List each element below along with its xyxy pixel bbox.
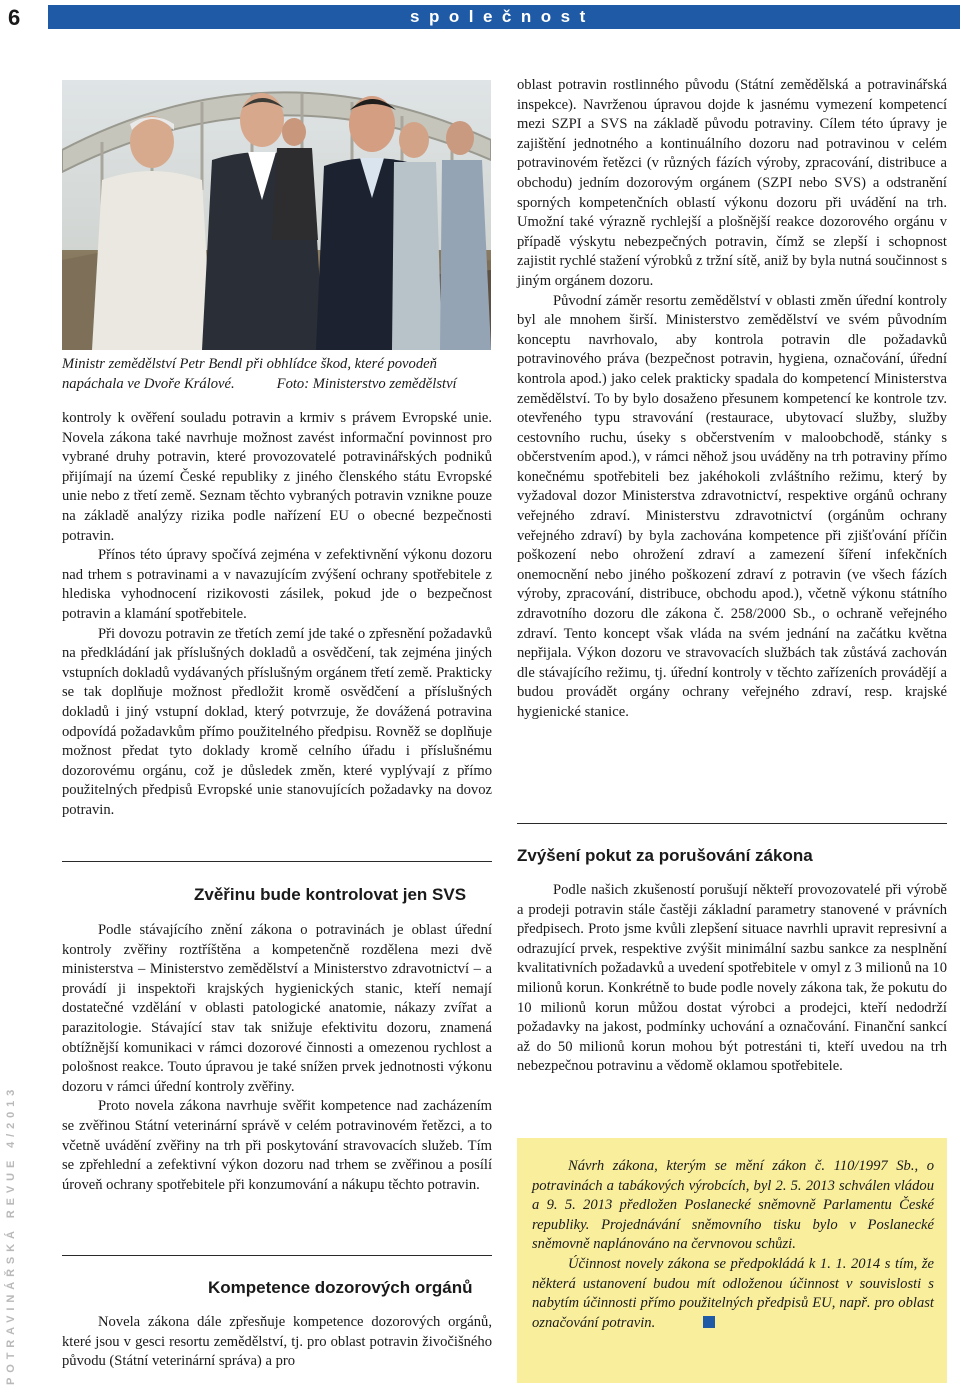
- penalties-section-text: [517, 881, 947, 1077]
- paragraph: Podle našich zkušeností porušují někteří provozovatelé při výrobě a prodeji potravin stále častěji základní parametry stanovené v právních předpisech. Proto jsme kvůli zlepšení situace navrhli upravit represivní a odrazující prvek, respektive zvýšit minimální sazbu sankce za nesplnění kvalitativních požadavků a uvedení spotřebitele v omyl z 3 milionů na 10 milionů korun. Konkrétně to bude podle novely zákona tak, že pokutu do 10 milionů korun můžou dostat výrobci a prodejci, kteří nedodrží požadavky na jakost, podmínky uchování a označování. Finanční sankcí až do 50 milionů korun mohou být potrestáni ti, kteří uvedou na trh nebezpečnou potravinu a vědomě oklamou spotřebitele.: [517, 882, 947, 1075]
- side-magazine-label: POTRAVINÁŘSKÁ REVUE 4/2013: [5, 1084, 17, 1385]
- page-number: 6: [8, 5, 21, 30]
- paragraph: Proto novela zákona navrhuje svěřit kompetence nad zacházením se zvěřinou Státní veterinární správě v celém potravinovém řetězci, a to včetně uvádění zvěřiny na trh při poskytování stravovacích služeb. Tím se zpřehlední a zefektivní výkon dozoru nad trhem se zvěřinou a posílí úroveň ochrany spotřebitele při konzumování a nákupu těchto potravin.: [62, 1098, 492, 1193]
- paragraph: Původní záměr resortu zemědělství v oblasti změn úřední kontroly byl ale mnohem širší. Ministerstvo zemědělství ve svém původním konceptu navrhovalo, aby kontrola potravin dle požadavků potravinového práva (bezpečnost potravin, hygiena, označování, úřední kontrola apod.) jako celek prakticky spadala do kompetencí Ministerstva zemědělství. To by bylo dosaženo přesunem kompetencí ke kontrole tzv. otevřeného typu stravování (restaurace, ubytovací služby, služby cestovního ruchu, úseky s občerstvením v maloobchodě, stánky s občerstvením apod.), v rámci něhož jsou uváděny na trh potraviny přímo konečnému spotřebiteli bez jakéhokoli zvláštního režimu, který by vyžadoval dozor Ministerstva zdravotnictví, respektive orgánů ochrany veřejného zdraví. Ministerstvu zdravotnictví (orgánům ochrany veřejného zdraví) by byla zachována kompetence při zjišťování příčin poškození nebo ohrožení zdraví a zamezení šíření infekčních onemocnění nebo jiného poškození zdraví z potravin (ve všech fázích výroby, zpracování, distribuce, obchodu apod.), včetně výkonu státního zdravotního dozoru dle zákona č. 258/2000 Sb., o ochraně veřejného zdraví. Tento koncept však vláda na svém jednání na začátku května nepřijala. Výkon dozoru ve stravovacích službách tak zůstává zachován dle stávajícího režimu, tj. úřední kontroly v těchto zařízeních provádějí a budou provádět orgány ochrany veřejného zdraví, resp. krajské hygienické stanice.: [517, 292, 947, 720]
- section-heading-venison: Zvěřinu bude kontrolovat jen SVS: [194, 885, 467, 904]
- news-photo: [62, 80, 491, 350]
- left-column-text: [62, 409, 492, 820]
- competence-section-text: [62, 1313, 492, 1372]
- paragraph: oblast potravin rostlinného původu (Státní zemědělská a potravinářská inspekce). Navrženou úpravou dojde k jasnému vymezení kompetencí mezi SZPI a SVS na základě původu potraviny. Cílem této úpravy je zajištění jednotného a kontinuálního dozoru nad potravinou v celém potravinovém řetězci (v různých fázích výroby, zpracování, distribuce a obchodu) jedním dozorovým orgánem (SZPI nebo SVS) a odstranění sporných kompetenčních oblastí výkonu dozoru při uvádění na trh. Umožní také výrazně rychlejší a plošnější reakce dozorového orgánu v případě výskytu nebezpečných potravin, čímž se zlepší i schopnost zajistit rychlé stažení výrobků z tržní sítě, aniž by byla nutná součinnost s jiným orgánem dozoru.: [517, 77, 948, 289]
- paragraph-text: Účinnost novely zákona se předpokládá k 1. 1. 2014 s tím, že některá ustanovení budou mít odloženou účinnost v souvislosti s nabytím účinnosti přímo použitelných předpisů EU, např. pro oblast označování potravin.: [532, 1255, 934, 1331]
- paragraph: [532, 1255, 934, 1333]
- paragraph: Při dovozu potravin ze třetích zemí jde také o zpřesnění požadavků na předkládání jak příslušných dokladů a osvědčení, tak zejména jiných vstupních dokladů vydávaných příslušným orgánem třetí země. Prakticky se tak doplňuje možnost předložit kromě osvědčení a příslušných dokladů i jiný vstupní doklad, který potvrzuje, že dovážená potravina odpovídá požadavkům přímo použitelného předpisu. Rovněž se doplňuje možnost předat tyto doklady kromě celního úřadu i příslušnému dozorovému orgánu, což je důsledek změn, které vyplývají z přímo použitelných předpisů Evropské unie stanovujících požadavky na dovoz potravin.: [62, 625, 492, 818]
- section-heading-penalties: Zvýšení pokut za porušování zákona: [517, 846, 813, 865]
- paragraph: kontroly k ověření souladu potravin a krmiv s právem Evropské unie. Novela zákona také navrhuje možnost zavést informační povinnost pro vybrané druhy potravin, které provozovatelé potravinářských podniků přijímají na území České republiky z jiného členského státu Evropské unie nebo z třetí země. Seznam těchto vybraných potravin vznikne pouze na základě analýzy rizika podle nařízení EU o obecné bezpečnosti potravin.: [62, 410, 492, 544]
- section-title: společnost: [410, 7, 595, 26]
- photo-caption: [62, 355, 494, 394]
- venison-section-text: [62, 921, 492, 1195]
- right-column-text: [517, 76, 947, 723]
- section-divider: [62, 861, 492, 862]
- section-divider: [517, 823, 947, 824]
- section-heading-competence: Kompetence dozorových orgánů: [208, 1278, 473, 1297]
- section-divider: [62, 1255, 492, 1256]
- photo-credit: Foto: Ministerstvo zemědělství: [276, 375, 457, 392]
- photo-illustration: [62, 80, 491, 350]
- paragraph: Podle stávajícího znění zákona o potravinách je oblast úřední kontroly zvěřiny roztříštěna a kompetenčně rozdělena mezi dvě ministerstva – Ministerstvo zemědělství a Ministerstvo zdravotnictví – a provádí ji inspektoři krajských hygienických stanic, kteří nemají dostatečné vzdělání v oblasti patologické anatomie, nákazy zvířat a parazitologie. Stávající stav tak snižuje efektivitu dozoru, znamená obtížnější komunikaci v rámci dozorové činnosti a omezenou rychlost a pološnost reakce. Touto úpravou je také snížen prvek jednotnosti výkonu dozoru v rámci úřední kontroly zvěřiny.: [62, 922, 492, 1095]
- section-header-bar: [48, 5, 960, 29]
- caption-text: Ministr zemědělství Petr Bendl při obhlídce škod, které povodeň napáchala ve Dvoře Králové.: [62, 356, 437, 392]
- paragraph: Návrh zákona, kterým se mění zákon č. 110/1997 Sb., o potravinách a tabákových výrobcích, byl 2. 5. 2013 schválen vládou a 9. 5. 2013 předložen Poslanecké sněmovně Parlamentu České republiky. Projednávání sněmovního tisku bylo v Poslanecké sněmovně naplánováno na červnovou schůzi.: [532, 1158, 934, 1253]
- paragraph: Novela zákona dále zpřesňuje kompetence dozorových orgánů, které jsou v gesci resortu zemědělství, tj. pro oblast potravin živočišného původu (Státní veterinární správa) a pro: [62, 1314, 492, 1370]
- info-box: [517, 1138, 947, 1383]
- paragraph: Přínos této úpravy spočívá zejména v zefektivnění výkonu dozoru nad trhem s potravinami a v navazujícím zvýšení ochrany spotřebitele z hlediska vyhodnocení rizikovosti zásilek, pokud jde o bezpečnost potravin a klamání spotřebitele.: [62, 547, 492, 622]
- end-of-article-marker: [703, 1316, 715, 1328]
- info-box-text: [532, 1157, 934, 1333]
